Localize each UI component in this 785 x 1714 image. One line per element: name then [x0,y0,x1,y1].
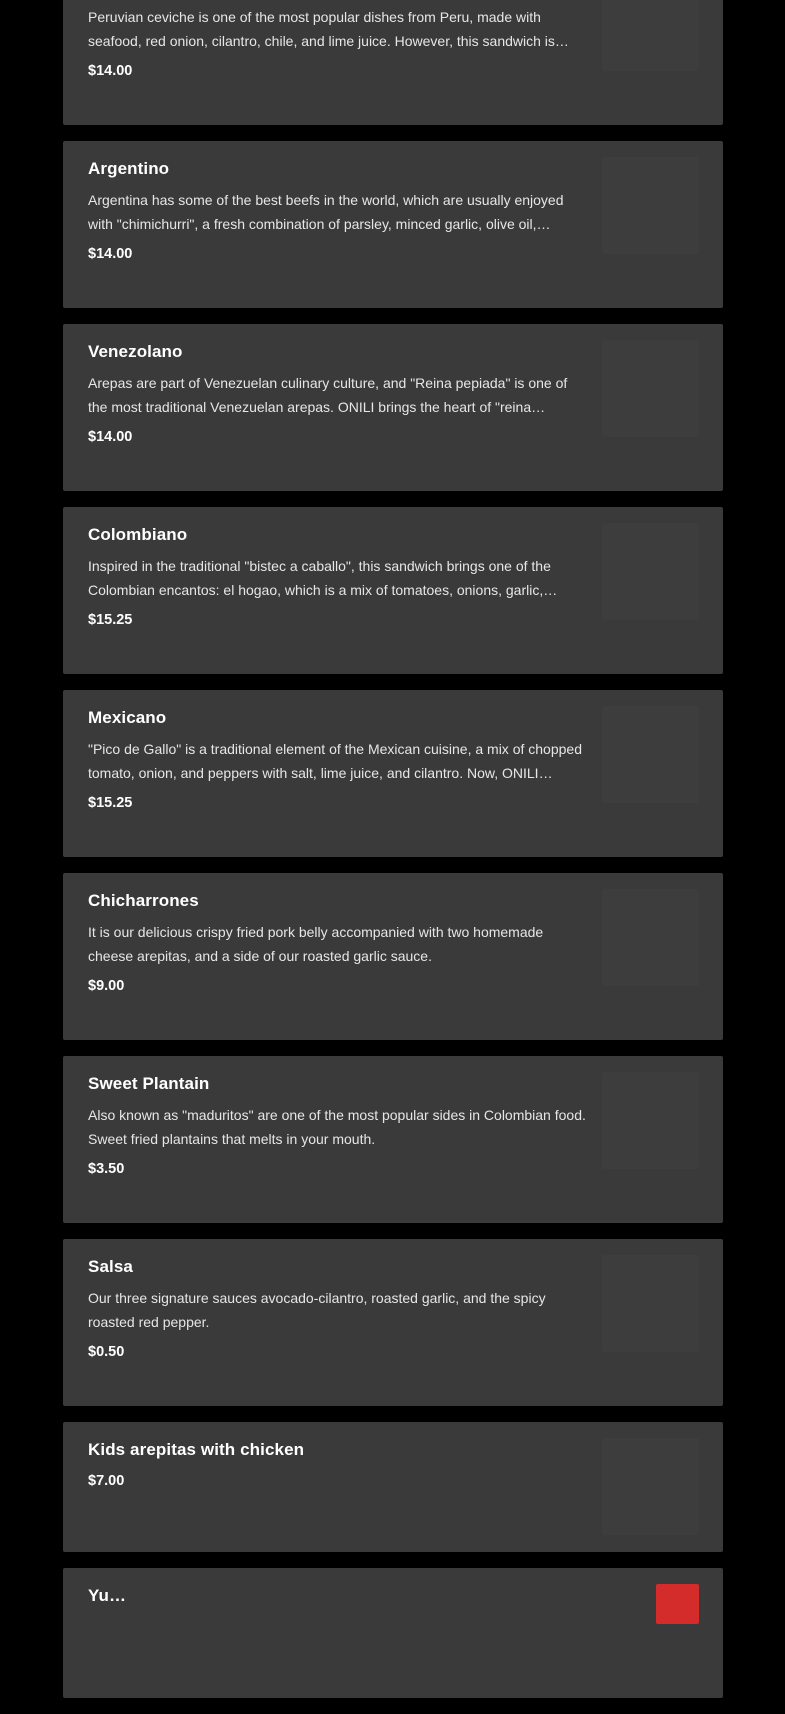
menu-item-price: $14.00 [88,246,133,262]
menu-item-text [88,1072,588,1180]
menu-item-name: Kids arepitas with chicken [88,1440,305,1459]
menu-item-text [88,1255,588,1363]
menu-item-peruano[interactable] [63,0,723,125]
menu-item-name: Colombiano [88,525,188,544]
menu-item-description: Arepas are part of Venezuelan culinary culture, and "Reina pepiada" is one of the most traditional Venezuelan arepas. ONILI brings the heart of "reina [88,375,568,415]
menu-item-salsa[interactable] [63,1239,723,1406]
menu-item-name: Venezolano [88,342,183,361]
menu-item-text [88,1438,588,1492]
menu-item-description: Also known as "maduritos" are one of the most popular sides in Colombian food. Sweet fried plantains that melts in your mouth. [88,1107,586,1147]
menu-item-price: $14.00 [88,429,133,445]
menu-item-image [602,1255,699,1352]
menu-item-text [88,706,588,814]
menu-item-text [88,340,588,448]
menu-item-name: Mexicano [88,708,167,727]
menu-item-image [602,340,699,437]
menu-item-price: $9.00 [88,978,125,994]
menu-item-kids-arepitas[interactable] [63,1422,723,1552]
menu-item-text [88,157,588,265]
menu-item-image [602,889,699,986]
menu-item-image [602,0,699,71]
menu-item-price: $15.25 [88,795,133,811]
menu-item-image [602,523,699,620]
menu-item-description: Our three signature sauces avocado-cilantro, roasted garlic, and the spicy roasted red pepper. [88,1290,546,1330]
menu-item-image [602,706,699,803]
menu-item-image [602,1438,699,1535]
menu-item-description: Inspired in the traditional "bistec a caballo", this sandwich brings one of the Colombian encantos: el hogao, which is a mix of tomatoes, onions, garlic, [88,558,551,598]
menu-item-image [602,157,699,254]
menu-item-price: $7.00 [88,1473,125,1489]
menu-item-text [88,523,588,631]
menu-item-venezolano[interactable] [63,324,723,491]
menu-item-text [88,889,588,997]
menu-item-argentino[interactable] [63,141,723,308]
menu-item-text [88,1584,588,1608]
menu-item-colombiano[interactable] [63,507,723,674]
menu-item-price: $15.25 [88,612,133,628]
menu-item-name: Salsa [88,1257,133,1276]
menu-item-description: "Pico de Gallo" is a traditional element of the Mexican cuisine, a mix of chopped tomato, onion, and peppers with salt, lime juice, and cilantro. Now, ONILI [88,741,582,781]
menu-item-price: $14.00 [88,63,133,79]
menu-item-sweet-plantain[interactable] [63,1056,723,1223]
menu-item-description: It is our delicious crispy fried pork belly accompanied with two homemade cheese arepitas, and a side of our roasted garlic sauce. [88,924,544,964]
menu-item-name: Chicharrones [88,891,199,910]
menu-item-description: Argentina has some of the best beefs in the world, which are usually enjoyed with "chimichurri", a fresh combination of parsley, minced garlic, olive oil,… [88,192,564,232]
menu-item-name: Sweet Plantain [88,1074,210,1093]
menu-item-text [88,0,588,82]
menu-item-list [63,0,723,1714]
menu-item-price: $0.50 [88,1344,125,1360]
menu-item-price: $3.50 [88,1161,125,1177]
menu-item-mexicano[interactable] [63,690,723,857]
menu-item-partial[interactable] [63,1568,723,1698]
menu-item-image [656,1584,699,1624]
menu-item-image [602,1072,699,1169]
menu-item-name: Yu… [88,1586,127,1605]
menu-item-description: Peruvian ceviche is one of the most popular dishes from Peru, made with seafood, red onion, cilantro, chile, and lime juice. However, this sandwich is [88,9,555,49]
menu-item-chicharrones[interactable] [63,873,723,1040]
menu-item-name: Argentino [88,159,170,178]
